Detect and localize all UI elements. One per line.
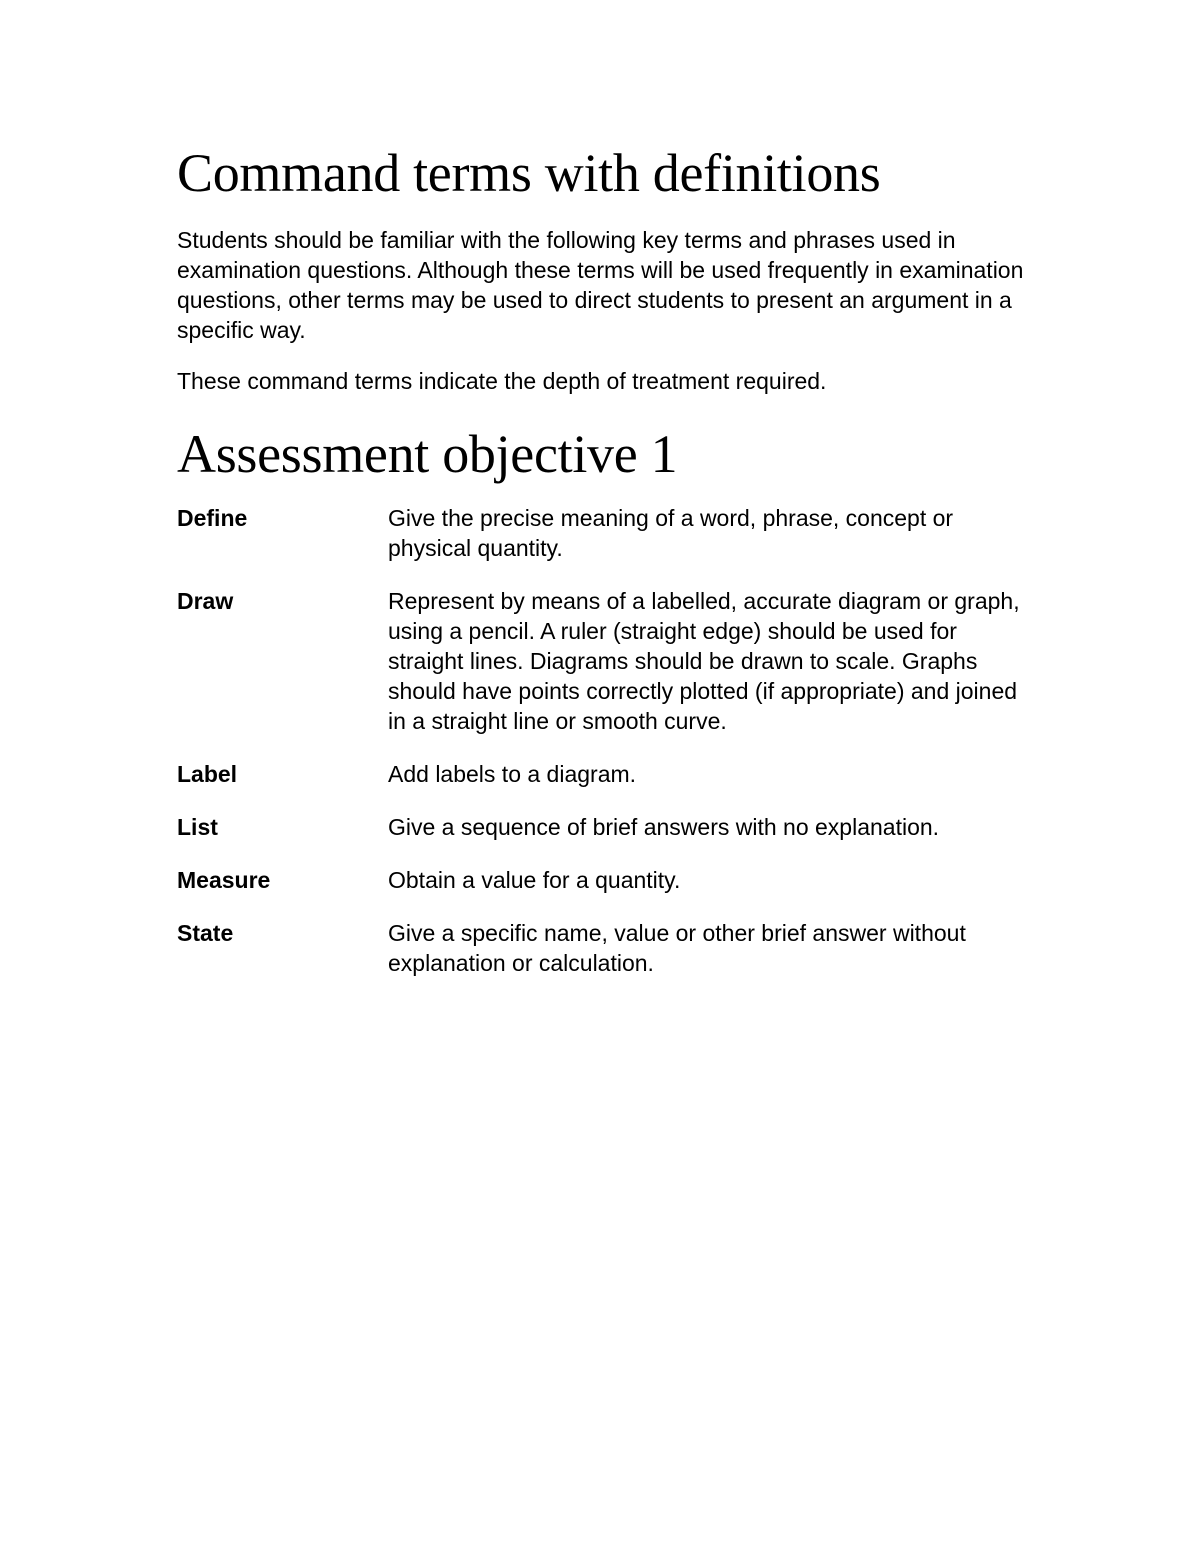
page-title: Command terms with definitions [177,143,881,203]
term-row-state [177,918,1037,978]
depth-note-paragraph: These command terms indicate the depth of treatment required. [177,368,827,394]
term-row-define [177,503,1037,563]
term-name: Define [177,505,248,531]
section-heading: Assessment objective 1 [177,424,678,484]
term-definition: Give the precise meaning of a word, phrase, concept or physical quantity. [388,505,954,561]
term-definition: Add labels to a diagram. [388,761,637,787]
term-row-draw [177,586,1037,736]
command-terms-list [177,503,1037,1001]
term-row-label [177,759,1037,789]
term-name: Measure [177,867,271,893]
term-row-measure [177,865,1037,895]
term-definition: Represent by means of a labelled, accurate diagram or graph, using a pencil. A ruler (straight edge) should be used for straight lines. Diagrams should be drawn to scale. Graphs should have points correctly plotted (if appropriate) and joined in a straight line or smooth curve. [388,588,1020,734]
term-definition: Give a sequence of brief answers with no explanation. [388,814,940,840]
term-name: Draw [177,588,234,614]
term-definition: Obtain a value for a quantity. [388,867,681,893]
term-definition: Give a specific name, value or other brief answer without explanation or calculation. [388,920,966,976]
intro-paragraph: Students should be familiar with the following key terms and phrases used in examination questions. Although these terms will be used frequently in examination questions, other terms may be used to direct students to present an argument in a specific way. [177,227,1024,343]
term-name: State [177,920,234,946]
term-row-list [177,812,1037,842]
term-name: Label [177,761,238,787]
term-name: List [177,814,218,840]
